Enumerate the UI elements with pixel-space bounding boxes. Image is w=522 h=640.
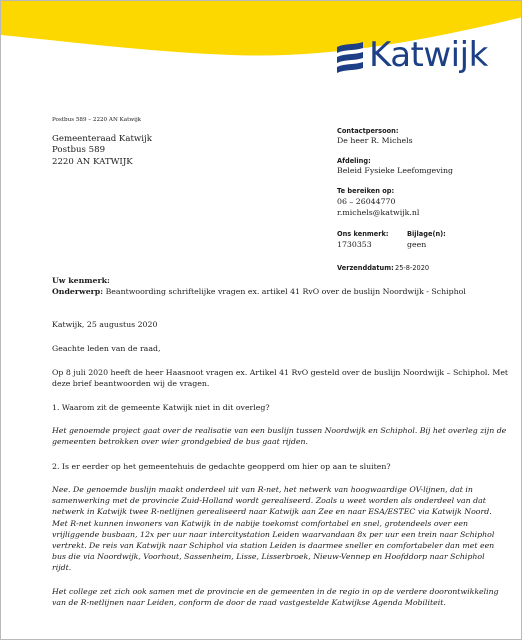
intro-paragraph xyxy=(52,367,509,389)
logo-wordmark: Katwijk xyxy=(369,35,488,75)
paragraph-line: van de R-netlijnen naar Leiden, conform de door de raad vastgestelde Katwijkse Agenda Mobiliteit. xyxy=(52,598,446,608)
paragraph-line: Nee. De genoemde buslijn maakt onderdeel uit van R-net, het netwerk van hoogwaardige OV-lijnen, dat in xyxy=(52,485,473,494)
recipient-address xyxy=(52,134,152,168)
paragraph-line: Met R-net kunnen inwoners van Katwijk in de nabije toekomst comfortabel en snel, grotendeels over een xyxy=(52,518,469,528)
answer-1 xyxy=(52,425,507,447)
salutation: Geachte leden van de raad, xyxy=(52,344,161,353)
date-line: Katwijk, 25 augustus 2020 xyxy=(52,320,158,329)
department-value: Beleid Fysieke Leefomgeving xyxy=(337,166,454,175)
return-address: Postbus 589 – 2220 AN Katwijk xyxy=(52,117,142,123)
subject-text: Beantwoording schriftelijke vragen ex. artikel 41 RvO over de buslijn Noordwijk - Schiphol xyxy=(105,287,466,296)
recipient-line: Gemeenteraad Katwijk xyxy=(52,134,152,144)
paragraph-line: gemeenten betrokken over wier grondgebied de bus gaat rijden. xyxy=(52,437,308,447)
answer-3 xyxy=(52,586,499,608)
contact-label: Contactpersoon: xyxy=(337,127,399,135)
recipient-line: Postbus 589 xyxy=(52,145,106,156)
recipient-line: 2220 AN KATWIJK xyxy=(52,156,133,167)
sent-date-label: Verzenddatum: xyxy=(337,264,394,272)
contact-value: De heer R. Michels xyxy=(337,136,413,145)
paragraph-line: deze brief beantwoorden wij de vragen. xyxy=(52,379,210,389)
paragraph-line: Het genoemde project gaat over de realisatie van een buslijn tussen Noordwijk en Schiphol. Bij het overleg zijn de xyxy=(52,426,507,435)
paragraph-line: Het college zet zich ook samen met de provincie en de gemeenten in de regio in op de verdere doorontwikkeling xyxy=(52,587,499,596)
paragraph-line: vertrekt. De reis van Katwijk naar Schiphol via station Leiden is daarmee sneller en comfortabeler dan met een xyxy=(52,541,495,551)
paragraph-line: samenwerking met de provincie Zuid-Holland wordt gerealiseerd. Zoals u weet worden als onderdeel van dat xyxy=(52,496,486,506)
our-reference-value: 1730353 xyxy=(337,240,372,249)
paragraph-line: Op 8 juli 2020 heeft de heer Haasnoot vragen ex. Artikel 41 RvO gesteld over de buslijn Noordwijk – Schiphol. Met xyxy=(52,368,509,377)
paragraph-line: netwerk in Katwijk twee R-netlijnen gerealiseerd naar Katwijk aan Zee en naar ESA/ESTEC via Katwijk Noord. xyxy=(52,507,492,517)
subject-label: Onderwerp: xyxy=(52,287,104,296)
question-1: 1. Waarom zit de gemeente Katwijk niet in dit overleg? xyxy=(52,403,270,412)
your-reference-label: Uw kenmerk: xyxy=(52,276,110,285)
paragraph-line: rijdt. xyxy=(52,563,72,573)
department-label: Afdeling: xyxy=(337,157,371,165)
our-reference-label: Ons kenmerk: xyxy=(337,230,389,238)
answer-2 xyxy=(52,484,495,574)
sent-date-value: 25-8-2020 xyxy=(395,264,430,272)
question-2: 2. Is er eerder op het gemeentehuis de gedachte geopperd om hier op aan te sluiten? xyxy=(52,462,391,471)
paragraph-line: vrijliggende busbaan, 12x per uur naar intercitystation Leiden waarvandaan 8x per uur een trein naar Schiphol xyxy=(52,529,495,539)
reach-label: Te bereiken op: xyxy=(337,187,395,195)
katwijk-logo-icon xyxy=(335,39,369,81)
phone-number: 06 – 26044770 xyxy=(337,197,396,206)
subject-line xyxy=(52,286,466,297)
paragraph-line: bus die via Noordwijk, Voorhout, Sassenheim, Lisse, Lisserbroek, Nieuw-Vennep en Hoofddorp naar Schiphol xyxy=(52,552,485,562)
attachments-label: Bijlage(n): xyxy=(407,230,446,238)
attachments-value: geen xyxy=(407,240,427,249)
email-address: r.michels@katwijk.nl xyxy=(337,208,420,217)
